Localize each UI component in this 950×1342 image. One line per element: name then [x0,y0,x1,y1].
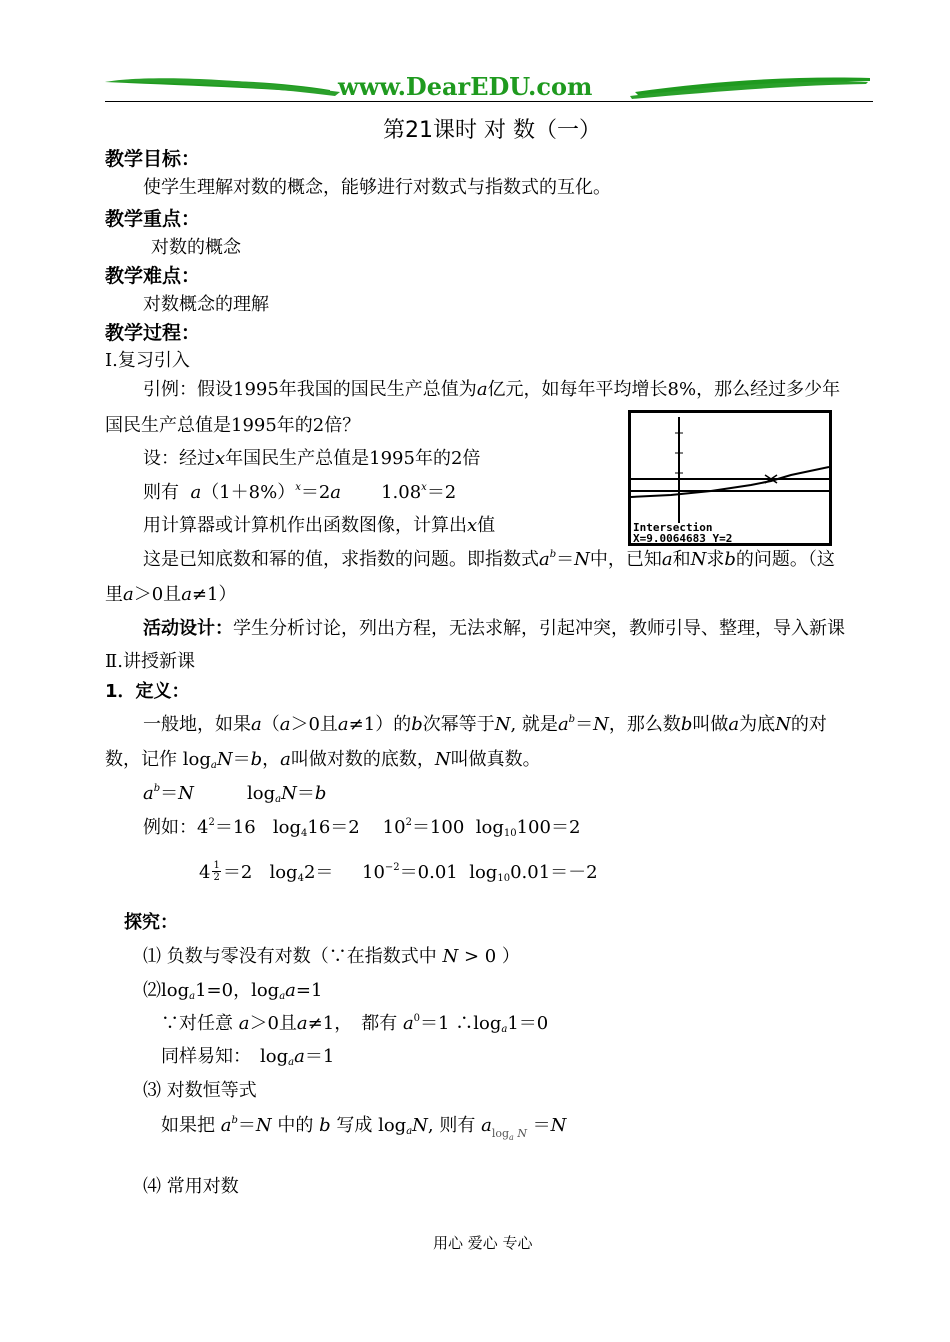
difficulty-heading: 教学难点： [105,265,201,287]
definition-line1: 一般地，如果a（a＞0且a≠1）的b次幂等于N, 就是$a^b=N$，那么数b叫做a为底N的对 [143,714,827,735]
explore-point3: ⑶ 对数恒等式 [143,1080,257,1101]
examples-row1: 例如：$4^2=16$ $\log_416=2$ $10^2=100$ $\log_{10}100=2$ [143,817,581,839]
site-logo-text: www.DearEDU.com [338,72,593,101]
graph-label-coords: X=9.0064683 Y=2 [633,532,733,545]
explore-point1: ⑴ 负数与零没有对数（∵在指数式中 N > 0 ） [143,946,520,967]
definition-formula: $a^b=N$ [143,783,194,804]
explore-similar: 同样易知： $\log_aa=1$ [161,1046,335,1068]
page-title: 第21课时 对 数（一） [383,118,601,143]
identity-exponent: loga N [491,1127,527,1142]
header-rule [105,101,873,102]
examples-row2: 4 $\frac{1}{2}$ ＝2 $\log_42=$ $10^{-2}=0.01$ $\log_{10}0.01=-2$ [199,860,598,884]
graph-label-intersection: Intersection [633,521,713,534]
explore-reason: ∵对任意 a＞0且a≠1， 都有 $a^0=1$ $\therefore\log_a1=0$ [161,1013,549,1035]
explore-identity: 如果把 $a^b=N$ 中的 b 写成 $\log_aN$, 则有 $a_{log_a N} =N$ [161,1115,567,1142]
part2-heading: Ⅱ.讲授新课 [105,651,195,672]
let-line: 设：经过x年国民生产总值是1995年的2倍 [143,448,481,469]
fraction-half: $\frac{1}{2}$ [213,860,220,883]
equation-line: 则有 $a(1+8\%)^x=2a$ $1.08^x=2$ [143,482,457,503]
calc-line: 用计算器或计算机作出函数图像，计算出x值 [143,515,496,536]
problem-line1: 这是已知底数和幂的值，求指数的问题。即指数式$a^b=N$中，已知a和N求b的问题。（这 [143,549,835,570]
definition-log-formula: $\log_aN=b$ [247,783,327,805]
goal-heading: 教学目标： [105,148,201,170]
page-footer: 用心 爱心 专心 [433,1234,533,1252]
example-line2: 国民生产总值是1995年的2倍？ [105,415,361,436]
goal-text: 使学生理解对数的概念，能够进行对数式与指数式的互化。 [143,177,611,198]
explore-point4: ⑷ 常用对数 [143,1176,239,1197]
key-text: 对数的概念 [151,237,241,258]
part1-heading: Ⅰ.复习引入 [105,350,190,371]
key-heading: 教学重点： [105,208,201,230]
activity-line: 活动设计：学生分析讨论，列出方程，无法求解，引起冲突，教师引导、整理，导入新课 [143,618,845,639]
problem-line2: 里a＞0且a≠1） [105,584,237,605]
calculator-graph [628,410,832,546]
explore-heading: 探究： [124,912,178,933]
process-heading: 教学过程： [105,322,201,344]
definition-heading: 1．定义： [105,681,190,702]
difficulty-text: 对数概念的理解 [143,294,269,315]
explore-point2: $⑵\log_a1=0$，$\log_aa=1$ [143,980,323,1002]
example-line1: 引例：假设1995年我国的国民生产总值为a亿元，如每年平均增长8%，那么经过多少年 [143,379,841,400]
definition-line2: 数，记作 $\log_aN=b$，a叫做对数的底数，N叫做真数。 [105,749,541,771]
